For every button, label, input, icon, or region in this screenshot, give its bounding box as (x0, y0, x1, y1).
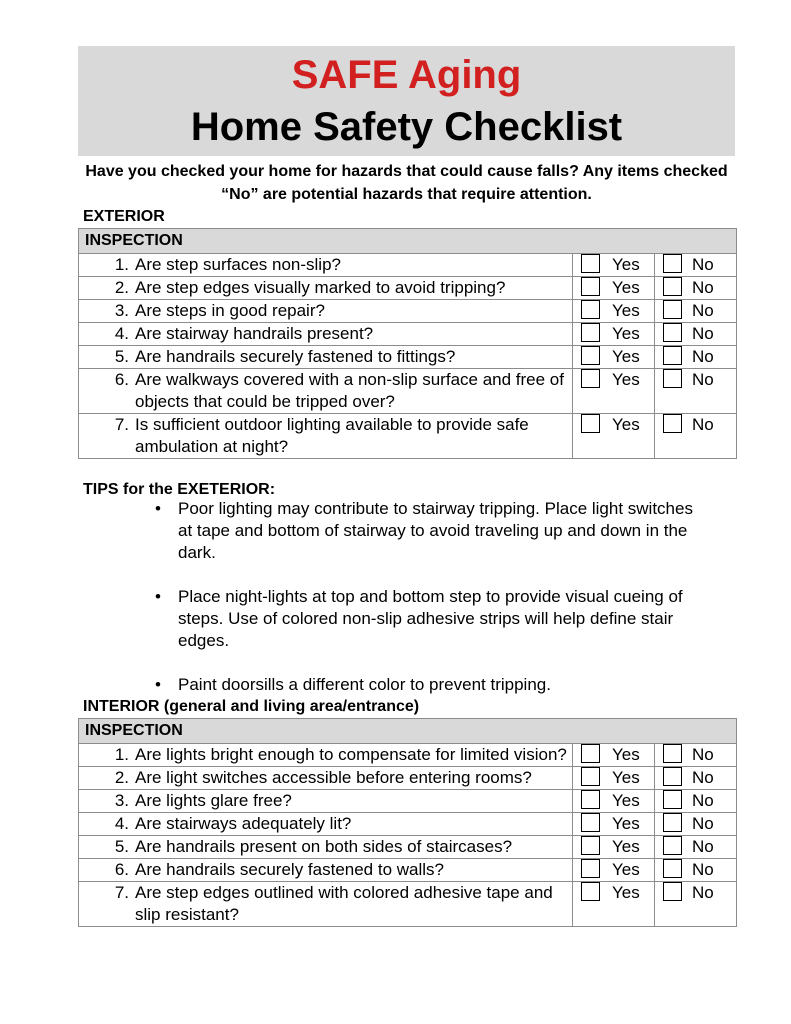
interior-question-row (79, 790, 737, 813)
exterior-question-row (79, 369, 737, 414)
no-checkbox[interactable] (663, 767, 682, 786)
answer-yes-cell (573, 836, 655, 859)
answer-no-cell (655, 790, 737, 813)
no-checkbox[interactable] (663, 882, 682, 901)
yes-label: Yes (612, 324, 640, 343)
tips-heading: TIPS for the EXETERIOR: (83, 481, 276, 498)
yes-checkbox[interactable] (581, 790, 600, 809)
yes-label: Yes (612, 745, 640, 764)
title-line1: SAFE Aging (291, 53, 522, 97)
question-number: 3. (114, 301, 129, 320)
tip-item: • Paint doorsills a different color to prevent tripping. (150, 674, 710, 696)
question-text: Are steps in good repair? (135, 301, 325, 320)
no-label: No (692, 370, 714, 389)
question-number: 7. (114, 415, 129, 434)
answer-no-cell (655, 859, 737, 882)
exterior-checklist-table (78, 228, 737, 459)
interior-question-row (79, 836, 737, 859)
question-number: 6. (114, 370, 129, 389)
yes-checkbox[interactable] (581, 859, 600, 878)
yes-label: Yes (612, 837, 640, 856)
no-label: No (692, 255, 714, 274)
interior-checklist-table (78, 718, 737, 927)
answer-no-cell (655, 882, 737, 927)
question-cell (79, 277, 573, 300)
interior-table-header: INSPECTION (79, 719, 737, 744)
exterior-question-row (79, 300, 737, 323)
question-number: 1. (114, 745, 129, 764)
question-number: 1. (114, 255, 129, 274)
answer-no-cell (655, 254, 737, 277)
yes-label: Yes (612, 301, 640, 320)
answer-no-cell (655, 767, 737, 790)
yes-checkbox[interactable] (581, 882, 600, 901)
no-checkbox[interactable] (663, 277, 682, 296)
answer-yes-cell (573, 859, 655, 882)
exterior-question-row (79, 346, 737, 369)
answer-yes-cell (573, 790, 655, 813)
question-text: Are light switches accessible before entering rooms? (135, 768, 532, 787)
question-number: 4. (114, 324, 129, 343)
yes-label: Yes (612, 814, 640, 833)
question-text: Are step surfaces non-slip? (135, 255, 341, 274)
yes-checkbox[interactable] (581, 300, 600, 319)
question-cell (79, 859, 573, 882)
yes-checkbox[interactable] (581, 414, 600, 433)
answer-no-cell (655, 414, 737, 459)
no-label: No (692, 860, 714, 879)
title-banner (78, 46, 735, 156)
yes-label: Yes (612, 415, 640, 434)
no-label: No (692, 883, 714, 902)
question-text: Are lights bright enough to compensate for limited vision? (135, 745, 567, 764)
no-label: No (692, 837, 714, 856)
no-checkbox[interactable] (663, 254, 682, 273)
yes-label: Yes (612, 860, 640, 879)
question-cell (79, 414, 573, 459)
question-text: Are lights glare free? (135, 791, 292, 810)
page-title: Home Safety Checklist (190, 105, 623, 149)
answer-yes-cell (573, 813, 655, 836)
question-number: 5. (114, 837, 129, 856)
no-checkbox[interactable] (663, 414, 682, 433)
intro-text: Have you checked your home for hazards that could cause falls? Any items checked “No” are potential hazards that require attention. (85, 163, 728, 203)
question-text: Are step edges visually marked to avoid tripping? (135, 278, 506, 297)
answer-no-cell (655, 369, 737, 414)
no-checkbox[interactable] (663, 300, 682, 319)
answer-no-cell (655, 346, 737, 369)
yes-label: Yes (612, 255, 640, 274)
answer-yes-cell (573, 323, 655, 346)
yes-checkbox[interactable] (581, 254, 600, 273)
answer-yes-cell (573, 300, 655, 323)
exterior-table-header: INSPECTION (79, 229, 737, 254)
yes-checkbox[interactable] (581, 813, 600, 832)
question-cell (79, 346, 573, 369)
no-label: No (692, 768, 714, 787)
answer-yes-cell (573, 277, 655, 300)
yes-checkbox[interactable] (581, 346, 600, 365)
question-number: 2. (114, 768, 129, 787)
question-number: 6. (114, 860, 129, 879)
answer-no-cell (655, 813, 737, 836)
tips-list (150, 498, 710, 718)
question-number: 3. (114, 791, 129, 810)
question-text: Are stairway handrails present? (135, 324, 374, 343)
yes-checkbox[interactable] (581, 744, 600, 763)
yes-label: Yes (612, 883, 640, 902)
yes-label: Yes (612, 768, 640, 787)
question-number: 4. (114, 814, 129, 833)
question-number: 5. (114, 347, 129, 366)
question-text: Are stairways adequately lit? (135, 814, 352, 833)
yes-checkbox[interactable] (581, 369, 600, 388)
question-text: Are handrails securely fastened to walls? (135, 860, 444, 879)
question-cell (79, 323, 573, 346)
exterior-question-row (79, 277, 737, 300)
no-checkbox[interactable] (663, 369, 682, 388)
question-number: 7. (114, 883, 129, 902)
answer-no-cell (655, 300, 737, 323)
exterior-question-row (79, 254, 737, 277)
answer-no-cell (655, 277, 737, 300)
answer-no-cell (655, 744, 737, 767)
tip-item: • Place night-lights at top and bottom step to provide visual cueing of steps. Use of colored non-slip adhesive strips will help define stair edges. (150, 586, 710, 652)
exterior-heading: EXTERIOR (83, 208, 165, 225)
answer-no-cell (655, 323, 737, 346)
yes-label: Yes (612, 791, 640, 810)
no-label: No (692, 278, 714, 297)
question-text: Are walkways covered with a non-slip surface and free of objects that could be tripped over? (135, 370, 564, 411)
yes-checkbox[interactable] (581, 277, 600, 296)
question-cell (79, 744, 573, 767)
question-cell (79, 882, 573, 927)
no-label: No (692, 324, 714, 343)
yes-checkbox[interactable] (581, 767, 600, 786)
no-checkbox[interactable] (663, 323, 682, 342)
interior-question-row (79, 882, 737, 927)
answer-yes-cell (573, 767, 655, 790)
no-label: No (692, 745, 714, 764)
yes-label: Yes (612, 370, 640, 389)
question-cell (79, 369, 573, 414)
answer-yes-cell (573, 346, 655, 369)
exterior-question-row (79, 323, 737, 346)
answer-no-cell (655, 836, 737, 859)
no-label: No (692, 791, 714, 810)
no-checkbox[interactable] (663, 859, 682, 878)
tip-item: • Poor lighting may contribute to stairway tripping. Place light switches at tape and bottom of stairway to avoid traveling up and down in the dark. (150, 498, 710, 564)
question-number: 2. (114, 278, 129, 297)
interior-question-row (79, 767, 737, 790)
exterior-question-row (79, 414, 737, 459)
question-text: Are handrails securely fastened to fittings? (135, 347, 456, 366)
no-label: No (692, 814, 714, 833)
answer-yes-cell (573, 744, 655, 767)
no-label: No (692, 301, 714, 320)
question-cell (79, 836, 573, 859)
question-cell (79, 254, 573, 277)
question-cell (79, 767, 573, 790)
question-cell (79, 300, 573, 323)
answer-yes-cell (573, 369, 655, 414)
yes-checkbox[interactable] (581, 836, 600, 855)
yes-label: Yes (612, 347, 640, 366)
no-label: No (692, 415, 714, 434)
no-checkbox[interactable] (663, 790, 682, 809)
yes-checkbox[interactable] (581, 323, 600, 342)
answer-yes-cell (573, 414, 655, 459)
interior-heading: INTERIOR (general and living area/entrance) (83, 698, 420, 715)
no-checkbox[interactable] (663, 813, 682, 832)
question-cell (79, 790, 573, 813)
answer-yes-cell (573, 254, 655, 277)
answer-yes-cell (573, 882, 655, 927)
no-checkbox[interactable] (663, 744, 682, 763)
question-cell (79, 813, 573, 836)
question-text: Are step edges outlined with colored adhesive tape and slip resistant? (135, 883, 553, 924)
interior-question-row (79, 859, 737, 882)
interior-question-row (79, 744, 737, 767)
no-checkbox[interactable] (663, 836, 682, 855)
yes-label: Yes (612, 278, 640, 297)
no-label: No (692, 347, 714, 366)
interior-question-row (79, 813, 737, 836)
question-text: Are handrails present on both sides of staircases? (135, 837, 513, 856)
question-text: Is sufficient outdoor lighting available to provide safe ambulation at night? (135, 415, 529, 456)
no-checkbox[interactable] (663, 346, 682, 365)
